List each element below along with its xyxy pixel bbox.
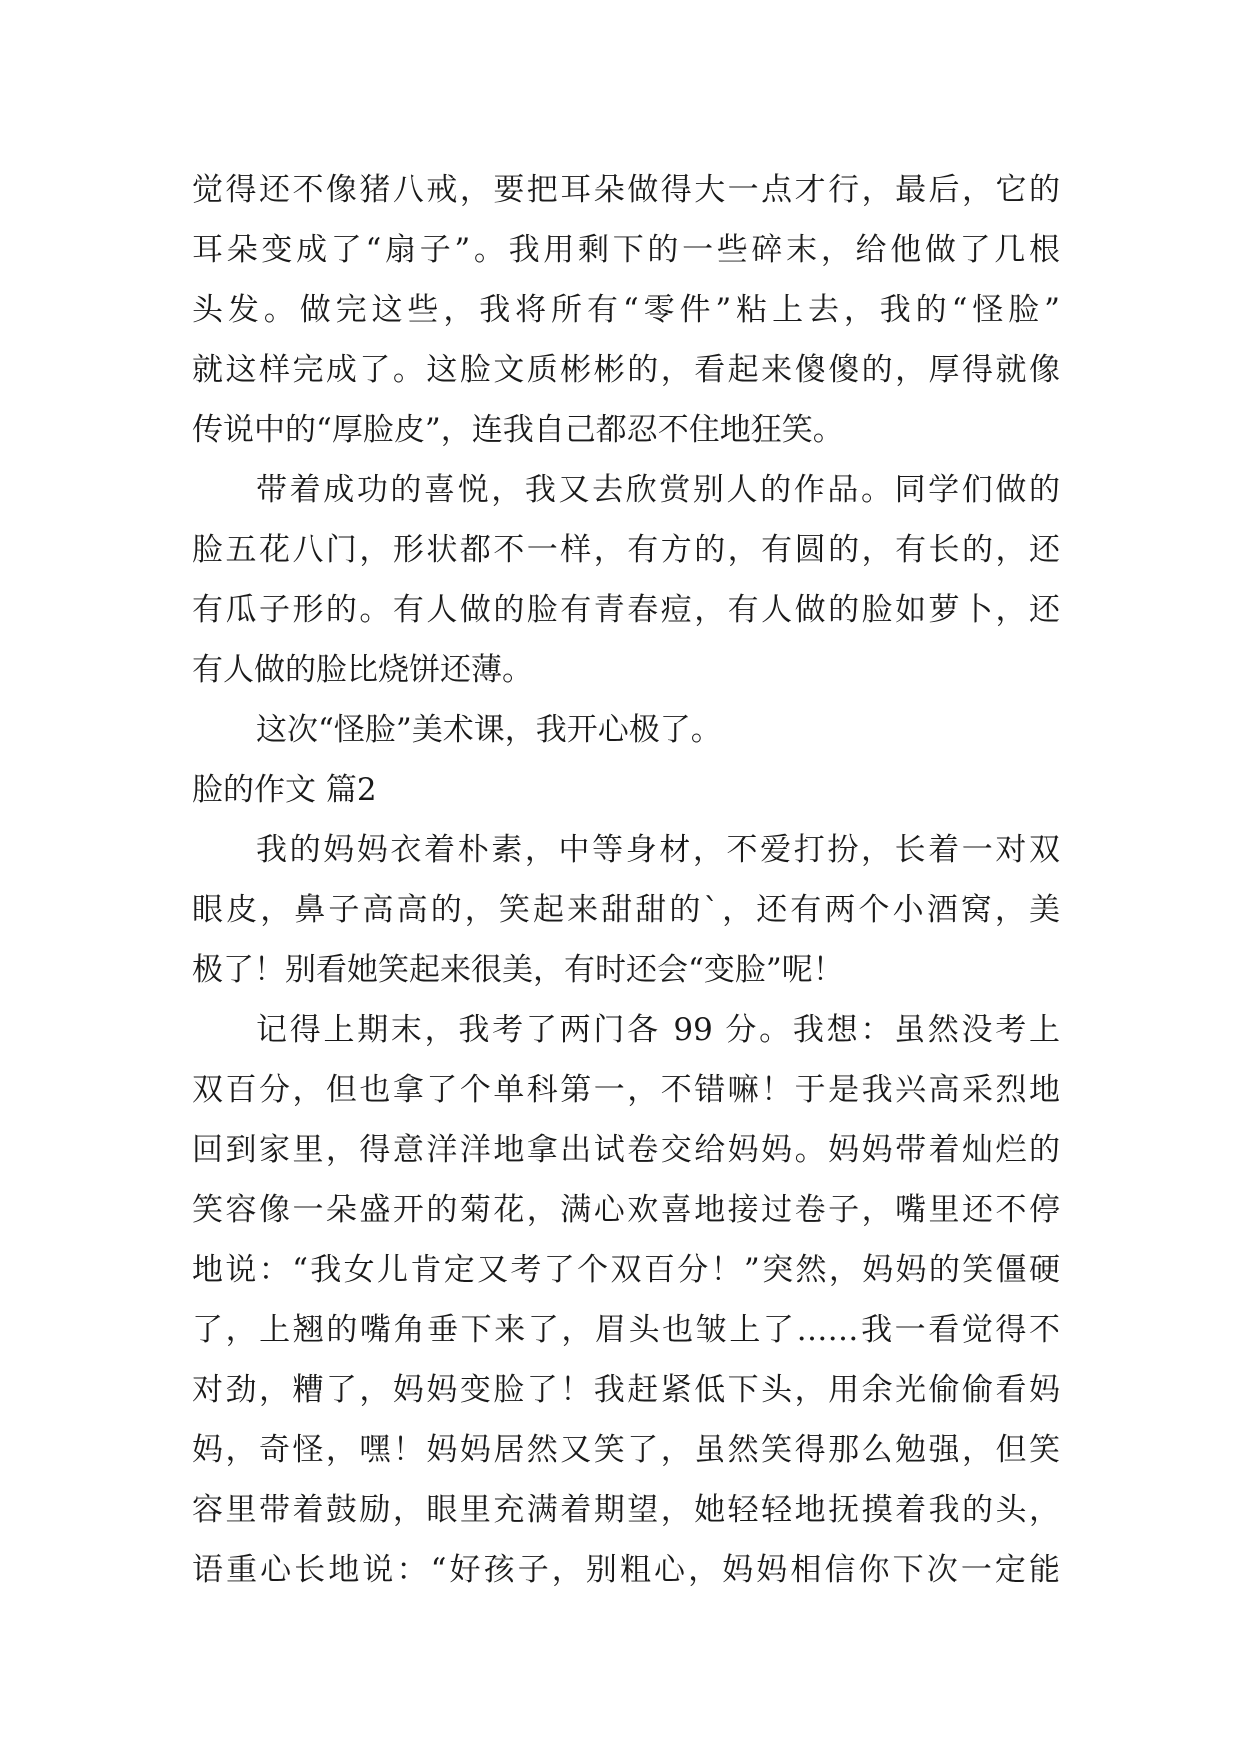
text-line: 我的妈妈衣着朴素，中等身材，不爱打扮，长着一对双 <box>256 832 1060 868</box>
text-line: 对劲，糟了，妈妈变脸了！我赶紧低下头，用余光偷偷看妈 <box>192 1372 1060 1408</box>
paragraph <box>192 700 1060 760</box>
text-line: 这次“怪脸”美术课，我开心极了。 <box>256 712 722 748</box>
text-line: 回到家里，得意洋洋地拿出试卷交给妈妈。妈妈带着灿烂的 <box>192 1132 1060 1168</box>
text-line: 有人做的脸比烧饼还薄。 <box>192 652 533 688</box>
text-line: 觉得还不像猪八戒，要把耳朵做得大一点才行，最后，它的 <box>192 172 1060 208</box>
text-line: 笑容像一朵盛开的菊花，满心欢喜地接过卷子，嘴里还不停 <box>192 1192 1060 1228</box>
text-line: 带着成功的喜悦，我又去欣赏别人的作品。同学们做的 <box>256 472 1060 508</box>
text-line: 极了！别看她笑起来很美，有时还会“变脸”呢！ <box>192 952 844 988</box>
text-line: 了，上翘的嘴角垂下来了，眉头也皱上了……我一看觉得不 <box>192 1312 1060 1348</box>
text-line: 记得上期末，我考了两门各 99 分。我想：虽然没考上 <box>256 1012 1060 1048</box>
text-line: 眼皮，鼻子高高的，笑起来甜甜的`，还有两个小酒窝，美 <box>192 892 1060 928</box>
paragraph <box>192 1000 1060 1600</box>
text-line: 传说中的“厚脸皮”，连我自己都忍不住地狂笑。 <box>192 412 844 448</box>
text-line: 容里带着鼓励，眼里充满着期望，她轻轻地抚摸着我的头， <box>192 1492 1060 1528</box>
text-line: 地说：“我女儿肯定又考了个双百分！”突然，妈妈的笑僵硬 <box>192 1252 1060 1288</box>
paragraph <box>192 820 1060 1000</box>
text-line: 耳朵变成了“扇子”。我用剩下的一些碎末，给他做了几根 <box>192 232 1060 268</box>
text-line: 妈，奇怪，嘿！妈妈居然又笑了，虽然笑得那么勉强，但笑 <box>192 1432 1060 1468</box>
text-line: 脸五花八门，形状都不一样，有方的，有圆的，有长的，还 <box>192 532 1060 568</box>
paragraph <box>192 160 1060 460</box>
text-line: 就这样完成了。这脸文质彬彬的，看起来傻傻的，厚得就像 <box>192 352 1060 388</box>
section-heading: 脸的作文 篇2 <box>192 772 377 808</box>
paragraph <box>192 460 1060 700</box>
text-line: 语重心长地说：“好孩子，别粗心，妈妈相信你下次一定能 <box>192 1552 1060 1588</box>
document-body <box>192 160 1060 1600</box>
text-line: 有瓜子形的。有人做的脸有青春痘，有人做的脸如萝卜，还 <box>192 592 1060 628</box>
text-line: 双百分，但也拿了个单科第一，不错嘛！于是我兴高采烈地 <box>192 1072 1060 1108</box>
text-line: 头发。做完这些，我将所有“零件”粘上去，我的“怪脸” <box>192 292 1060 328</box>
